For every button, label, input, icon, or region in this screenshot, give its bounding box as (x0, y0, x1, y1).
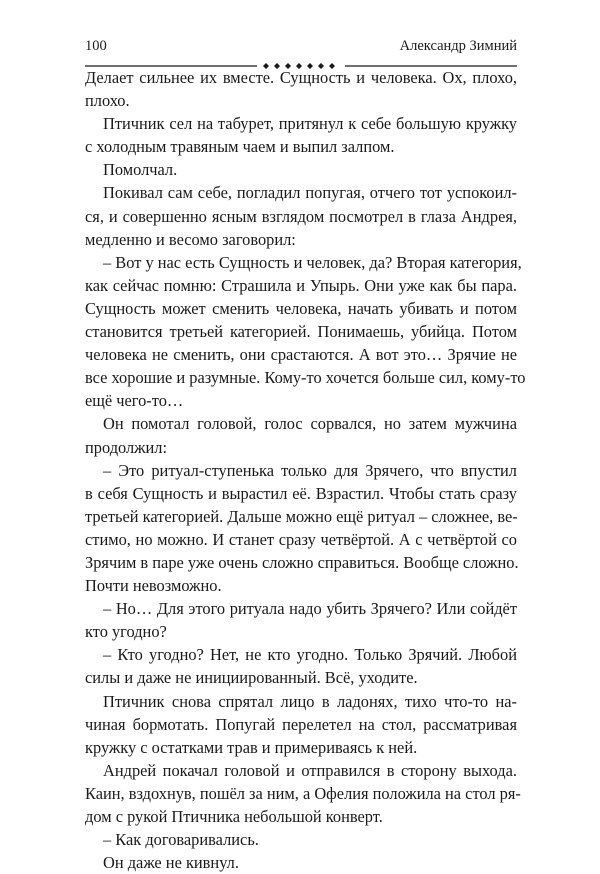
text-line: плохо. (85, 91, 130, 111)
text-line: продолжил: (85, 437, 168, 457)
text-line: Сущность может сменить человека, начать убивать и потом (85, 298, 517, 318)
page-number: 100 (85, 38, 107, 54)
text-line: – Как договаривались. (103, 830, 259, 850)
text-line: – Но… Для этого ритуала надо убить Зрячего? Или сойдёт (103, 599, 517, 619)
author-name: Александр Зимний (399, 38, 517, 54)
text-line: человека не сменить, они срастаются. А вот это… Зрячие не (85, 345, 517, 365)
text-line: – Кто угодно? Нет, не кто угодно. Только Зрячий. Любой (103, 645, 517, 665)
text-line: Птичник сел на табурет, притянул к себе большую кружку (103, 114, 517, 134)
text-line: дом с рукой Птичника небольшой конверт. (85, 807, 383, 826)
text-line: Почти невозможно. (85, 576, 222, 596)
book-text-body (85, 66, 526, 874)
text-line: ещё чего-то… (85, 391, 184, 411)
text-line: в себя Сущность и вырастил её. Взрастил. Чтобы стать сразу (85, 483, 517, 503)
text-line: – Это ритуал-ступенька только для Зрячего, что впустил (103, 460, 517, 480)
text-line: с холодным травяным чаем и выпил залпом. (85, 137, 395, 157)
text-line: медленно и весомо заговорил: (85, 229, 296, 249)
text-line: кто угодно? (85, 622, 167, 642)
text-line: становится третьей категорией. Понимаешь, убийца. Потом (85, 322, 517, 342)
text-line: Птичник снова спрятал лицо в ладонях, тихо что-то на- (103, 691, 517, 711)
text-line: чиная бормотать. Попугай перелетел на стол, рассматривая (85, 714, 517, 734)
text-line: третьей категорией. Дальше можно ещё ритуал – сложнее, ве- (85, 506, 518, 526)
text-line: Он даже не кивнул. (103, 853, 239, 873)
text-line: стимо, но можно. И станет сразу четвёртой. А с четвёртой со (85, 529, 517, 549)
text-line: Покивал сам себе, погладил попугая, отчего тот успокоил- (103, 183, 517, 203)
text-line: силы и даже не инициированный. Всё, уходите. (85, 668, 418, 688)
text-line: как сейчас помню: Страшила и Упырь. Они уже как бы пара. (85, 275, 517, 295)
text-line: Помолчал. (103, 160, 178, 180)
text-line: ся, и совершенно ясным взглядом посмотрел в глаза Андрея, (85, 206, 517, 226)
text-line: Он помотал головой, голос сорвался, но затем мужчина (103, 414, 517, 434)
text-line: кружку с остатками трав и примериваясь к ней. (85, 737, 418, 757)
running-header (85, 36, 517, 56)
text-line: Андрей покачал головой и отправился в сторону выхода. (103, 760, 517, 780)
text-line: все хорошие и разумные. Кому-то хочется больше сил, кому-то (85, 368, 526, 388)
text-line: Каин, вздохнув, пошёл за ним, а Офелия положила на стол ря- (85, 783, 521, 803)
text-line: – Вот у нас есть Сущность и человек, да? Вторая категория, (103, 252, 522, 272)
text-line: Зрячим в паре уже очень сложно справиться. Вообще сложно. (85, 552, 519, 572)
text-line: Делает сильнее их вместе. Сущность и человека. Ох, плохо, (85, 68, 517, 87)
